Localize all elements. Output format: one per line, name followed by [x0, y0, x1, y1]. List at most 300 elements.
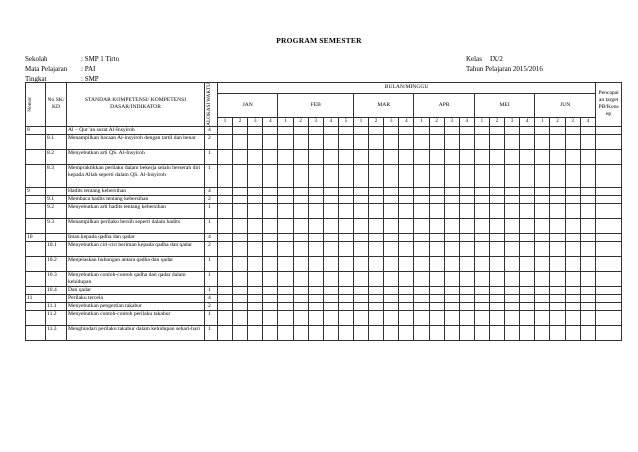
week-cell	[308, 149, 323, 164]
table-row	[26, 233, 622, 241]
week-cell	[248, 256, 263, 271]
week-cell	[353, 310, 368, 325]
week-cell	[565, 195, 580, 203]
week-cell	[520, 325, 535, 340]
week-cell	[565, 149, 580, 164]
table-row	[26, 218, 622, 233]
week-cell	[353, 325, 368, 340]
week-number: 4	[263, 117, 278, 126]
week-cell	[474, 271, 489, 286]
week-cell	[218, 241, 233, 256]
table-row	[26, 325, 622, 340]
row-text: Iman kepada qadha dan qadar	[67, 233, 205, 241]
row-waktu: 1	[205, 164, 218, 187]
week-cell	[565, 286, 580, 294]
week-cell	[308, 241, 323, 256]
week-cell	[550, 325, 565, 340]
week-cell	[580, 256, 595, 271]
week-cell	[218, 164, 233, 187]
week-cell	[338, 233, 353, 241]
week-cell	[248, 134, 263, 149]
week-cell	[248, 286, 263, 294]
week-cell	[293, 187, 308, 195]
week-cell	[535, 294, 550, 302]
week-cell	[293, 126, 308, 134]
week-cell	[489, 126, 504, 134]
week-cell	[535, 187, 550, 195]
week-cell	[323, 286, 338, 294]
week-cell	[384, 233, 399, 241]
week-cell	[429, 195, 444, 203]
week-cell	[338, 271, 353, 286]
school-info	[25, 54, 119, 84]
week-cell	[278, 294, 293, 302]
week-cell	[308, 302, 323, 310]
week-cell	[308, 126, 323, 134]
week-number: 2	[293, 117, 308, 126]
pencapaian-cell	[596, 286, 622, 294]
week-cell	[384, 164, 399, 187]
week-cell	[233, 218, 248, 233]
row-kd: 9.1	[46, 195, 67, 203]
week-cell	[580, 325, 595, 340]
table-row	[26, 134, 622, 149]
week-cell	[489, 218, 504, 233]
week-number: 1	[218, 117, 233, 126]
row-kd: 8.3	[46, 164, 67, 187]
week-cell	[263, 294, 278, 302]
week-number: 4	[459, 117, 474, 126]
week-cell	[233, 134, 248, 149]
pencapaian-cell	[596, 134, 622, 149]
week-cell	[278, 195, 293, 203]
week-cell	[278, 325, 293, 340]
week-cell	[323, 325, 338, 340]
row-text: Menjelaskan hubungan antara qadha dan qadar	[67, 256, 205, 271]
week-cell	[489, 195, 504, 203]
week-cell	[429, 294, 444, 302]
row-kd	[46, 187, 67, 195]
week-cell	[399, 310, 414, 325]
week-cell	[384, 256, 399, 271]
row-text: Menyebutkan contoh-contoh qadha dan qadar dalam kehidupan	[67, 271, 205, 286]
week-cell	[459, 126, 474, 134]
week-number: 4	[580, 117, 595, 126]
table-row	[26, 126, 622, 134]
week-cell	[218, 271, 233, 286]
week-cell	[535, 218, 550, 233]
week-cell	[263, 203, 278, 218]
pencapaian-cell	[596, 294, 622, 302]
week-cell	[353, 134, 368, 149]
week-cell	[489, 164, 504, 187]
week-number: 2	[429, 117, 444, 126]
row-text: Menampilkan bacaan Al-insyiroh dengan tartil dan benar	[67, 134, 205, 149]
pencapaian-cell	[596, 325, 622, 340]
week-cell	[580, 294, 595, 302]
week-cell	[248, 203, 263, 218]
week-cell	[323, 187, 338, 195]
table-row	[26, 302, 622, 310]
week-cell	[369, 325, 384, 340]
week-cell	[459, 164, 474, 187]
week-cell	[353, 164, 368, 187]
week-cell	[308, 187, 323, 195]
kelas-label: Kelas	[466, 55, 482, 63]
week-number: 2	[369, 117, 384, 126]
week-number: 3	[505, 117, 520, 126]
week-cell	[263, 149, 278, 164]
table-row	[26, 241, 622, 256]
pencapaian-cell	[596, 218, 622, 233]
week-cell	[505, 256, 520, 271]
week-cell	[248, 187, 263, 195]
week-cell	[384, 187, 399, 195]
week-cell	[474, 195, 489, 203]
week-cell	[429, 325, 444, 340]
week-cell	[263, 286, 278, 294]
week-cell	[580, 271, 595, 286]
week-cell	[399, 256, 414, 271]
week-cell	[384, 126, 399, 134]
week-cell	[429, 134, 444, 149]
week-cell	[278, 203, 293, 218]
week-cell	[323, 302, 338, 310]
week-cell	[308, 218, 323, 233]
row-kd: 11.3	[46, 325, 67, 340]
week-cell	[399, 126, 414, 134]
week-cell	[278, 286, 293, 294]
week-cell	[459, 302, 474, 310]
week-cell	[278, 126, 293, 134]
week-cell	[474, 310, 489, 325]
week-cell	[474, 203, 489, 218]
week-cell	[369, 302, 384, 310]
row-kd	[46, 233, 67, 241]
pencapaian-cell	[596, 195, 622, 203]
table-row	[26, 149, 622, 164]
row-nomor	[26, 195, 46, 203]
week-cell	[520, 195, 535, 203]
week-cell	[580, 195, 595, 203]
week-cell	[489, 294, 504, 302]
week-cell	[399, 233, 414, 241]
header-standar: STANDAR KOMPETENSI/ KOMPETENSI DASAR/INDIKATOR	[67, 83, 205, 127]
week-cell	[474, 134, 489, 149]
week-cell	[308, 310, 323, 325]
row-kd: 10.4	[46, 286, 67, 294]
week-cell	[399, 134, 414, 149]
week-cell	[505, 241, 520, 256]
mapel-label: Mata Pelajaran	[25, 65, 68, 73]
week-cell	[444, 149, 459, 164]
week-cell	[399, 241, 414, 256]
week-cell	[414, 195, 429, 203]
week-cell	[233, 195, 248, 203]
week-cell	[459, 271, 474, 286]
week-cell	[338, 164, 353, 187]
week-cell	[399, 286, 414, 294]
week-cell	[444, 195, 459, 203]
week-cell	[414, 302, 429, 310]
week-cell	[520, 294, 535, 302]
row-kd	[46, 294, 67, 302]
week-cell	[248, 325, 263, 340]
week-cell	[580, 134, 595, 149]
week-cell	[399, 164, 414, 187]
week-cell	[580, 286, 595, 294]
week-cell	[459, 187, 474, 195]
week-cell	[218, 149, 233, 164]
week-cell	[278, 256, 293, 271]
week-cell	[414, 310, 429, 325]
pencapaian-cell	[596, 233, 622, 241]
week-cell	[474, 149, 489, 164]
week-cell	[444, 302, 459, 310]
week-cell	[278, 310, 293, 325]
week-cell	[323, 310, 338, 325]
week-cell	[505, 286, 520, 294]
week-cell	[520, 256, 535, 271]
week-cell	[293, 203, 308, 218]
week-cell	[444, 134, 459, 149]
week-cell	[459, 195, 474, 203]
week-cell	[550, 218, 565, 233]
week-cell	[278, 134, 293, 149]
week-cell	[323, 203, 338, 218]
week-cell	[384, 149, 399, 164]
week-cell	[263, 126, 278, 134]
week-cell	[323, 271, 338, 286]
row-nomor	[26, 310, 46, 325]
week-cell	[263, 310, 278, 325]
sekolah-value: : SMP 1 Tirto	[81, 55, 120, 63]
week-cell	[323, 256, 338, 271]
week-cell	[444, 187, 459, 195]
week-cell	[429, 149, 444, 164]
week-cell	[489, 149, 504, 164]
week-cell	[474, 241, 489, 256]
week-cell	[308, 233, 323, 241]
month-apr: APR	[414, 93, 474, 117]
week-cell	[505, 164, 520, 187]
week-cell	[520, 271, 535, 286]
week-cell	[520, 187, 535, 195]
week-cell	[489, 256, 504, 271]
week-cell	[565, 126, 580, 134]
week-cell	[474, 325, 489, 340]
week-cell	[338, 195, 353, 203]
week-cell	[338, 286, 353, 294]
week-cell	[353, 195, 368, 203]
week-cell	[444, 164, 459, 187]
week-cell	[520, 233, 535, 241]
week-cell	[429, 203, 444, 218]
mapel-value: : PAI	[81, 65, 96, 73]
row-nomor	[26, 241, 46, 256]
week-cell	[384, 218, 399, 233]
week-cell	[369, 134, 384, 149]
row-text: Menyebutkan pengertian takabur	[67, 302, 205, 310]
week-cell	[263, 195, 278, 203]
week-cell	[278, 187, 293, 195]
header-no-sk: No SK/ KD	[46, 83, 67, 127]
week-number: 1	[353, 117, 368, 126]
week-cell	[489, 325, 504, 340]
week-cell	[369, 286, 384, 294]
week-cell	[550, 294, 565, 302]
week-cell	[505, 149, 520, 164]
row-nomor	[26, 203, 46, 218]
week-cell	[384, 286, 399, 294]
week-cell	[369, 233, 384, 241]
week-cell	[505, 271, 520, 286]
week-cell	[218, 126, 233, 134]
week-cell	[369, 294, 384, 302]
row-nomor	[26, 218, 46, 233]
month-mar: MAR	[353, 93, 413, 117]
pencapaian-cell	[596, 271, 622, 286]
header-pencapaian: Pencapai an target PB/Kons ep	[596, 83, 622, 127]
week-cell	[474, 187, 489, 195]
kelas-value: IX/2	[490, 55, 503, 63]
week-cell	[353, 203, 368, 218]
week-cell	[369, 149, 384, 164]
row-waktu: 4	[205, 126, 218, 134]
week-cell	[384, 134, 399, 149]
week-cell	[550, 164, 565, 187]
week-cell	[459, 286, 474, 294]
week-cell	[369, 256, 384, 271]
week-cell	[474, 164, 489, 187]
week-cell	[384, 310, 399, 325]
week-cell	[414, 149, 429, 164]
pencapaian-cell	[596, 203, 622, 218]
week-cell	[218, 325, 233, 340]
week-cell	[505, 310, 520, 325]
week-cell	[429, 310, 444, 325]
week-cell	[218, 218, 233, 233]
week-cell	[429, 286, 444, 294]
row-nomor	[26, 325, 46, 340]
week-cell	[474, 256, 489, 271]
pencapaian-cell	[596, 126, 622, 134]
week-cell	[308, 164, 323, 187]
week-cell	[218, 286, 233, 294]
week-cell	[565, 241, 580, 256]
week-cell	[505, 218, 520, 233]
row-kd: 11.1	[46, 302, 67, 310]
week-cell	[233, 241, 248, 256]
week-cell	[459, 294, 474, 302]
week-cell	[263, 325, 278, 340]
week-cell	[429, 241, 444, 256]
week-cell	[459, 218, 474, 233]
week-cell	[384, 203, 399, 218]
pencapaian-cell	[596, 164, 622, 187]
week-cell	[369, 195, 384, 203]
week-cell	[580, 218, 595, 233]
table-row	[26, 164, 622, 187]
week-cell	[550, 149, 565, 164]
row-text: Menyebutkan contoh-contoh perilaku takabur	[67, 310, 205, 325]
week-cell	[248, 302, 263, 310]
week-cell	[248, 149, 263, 164]
row-nomor	[26, 134, 46, 149]
week-cell	[399, 149, 414, 164]
week-cell	[353, 218, 368, 233]
tahun-label: Tahun Pelajaran 2015/2016	[466, 65, 543, 73]
week-cell	[429, 271, 444, 286]
week-cell	[474, 233, 489, 241]
pencapaian-cell	[596, 302, 622, 310]
row-kd: 8.1	[46, 134, 67, 149]
row-kd: 9.3	[46, 218, 67, 233]
week-cell	[414, 294, 429, 302]
week-number: 5	[338, 117, 353, 126]
week-cell	[233, 203, 248, 218]
week-cell	[535, 271, 550, 286]
week-cell	[459, 256, 474, 271]
week-cell	[218, 203, 233, 218]
pencapaian-cell	[596, 310, 622, 325]
week-cell	[248, 271, 263, 286]
week-cell	[414, 126, 429, 134]
week-cell	[293, 241, 308, 256]
row-kd: 10.2	[46, 256, 67, 271]
week-cell	[474, 294, 489, 302]
week-cell	[444, 310, 459, 325]
row-nomor: 8	[26, 126, 46, 134]
week-cell	[489, 187, 504, 195]
row-nomor	[26, 286, 46, 294]
pencapaian-cell	[596, 149, 622, 164]
week-cell	[308, 286, 323, 294]
week-cell	[353, 187, 368, 195]
week-cell	[323, 126, 338, 134]
week-cell	[399, 302, 414, 310]
week-cell	[338, 294, 353, 302]
week-cell	[550, 195, 565, 203]
week-cell	[520, 241, 535, 256]
week-cell	[278, 164, 293, 187]
week-cell	[308, 256, 323, 271]
week-cell	[293, 271, 308, 286]
row-nomor	[26, 302, 46, 310]
week-cell	[535, 195, 550, 203]
week-cell	[384, 294, 399, 302]
week-cell	[550, 126, 565, 134]
week-number: 1	[474, 117, 489, 126]
week-number: 2	[233, 117, 248, 126]
week-cell	[233, 126, 248, 134]
week-cell	[248, 241, 263, 256]
week-cell	[338, 302, 353, 310]
week-cell	[580, 302, 595, 310]
week-cell	[308, 134, 323, 149]
week-cell	[414, 218, 429, 233]
week-cell	[535, 203, 550, 218]
week-cell	[520, 164, 535, 187]
week-cell	[218, 294, 233, 302]
week-number: 3	[444, 117, 459, 126]
week-cell	[505, 325, 520, 340]
week-cell	[444, 271, 459, 286]
table-row	[26, 310, 622, 325]
week-cell	[489, 233, 504, 241]
week-cell	[399, 218, 414, 233]
week-cell	[535, 233, 550, 241]
